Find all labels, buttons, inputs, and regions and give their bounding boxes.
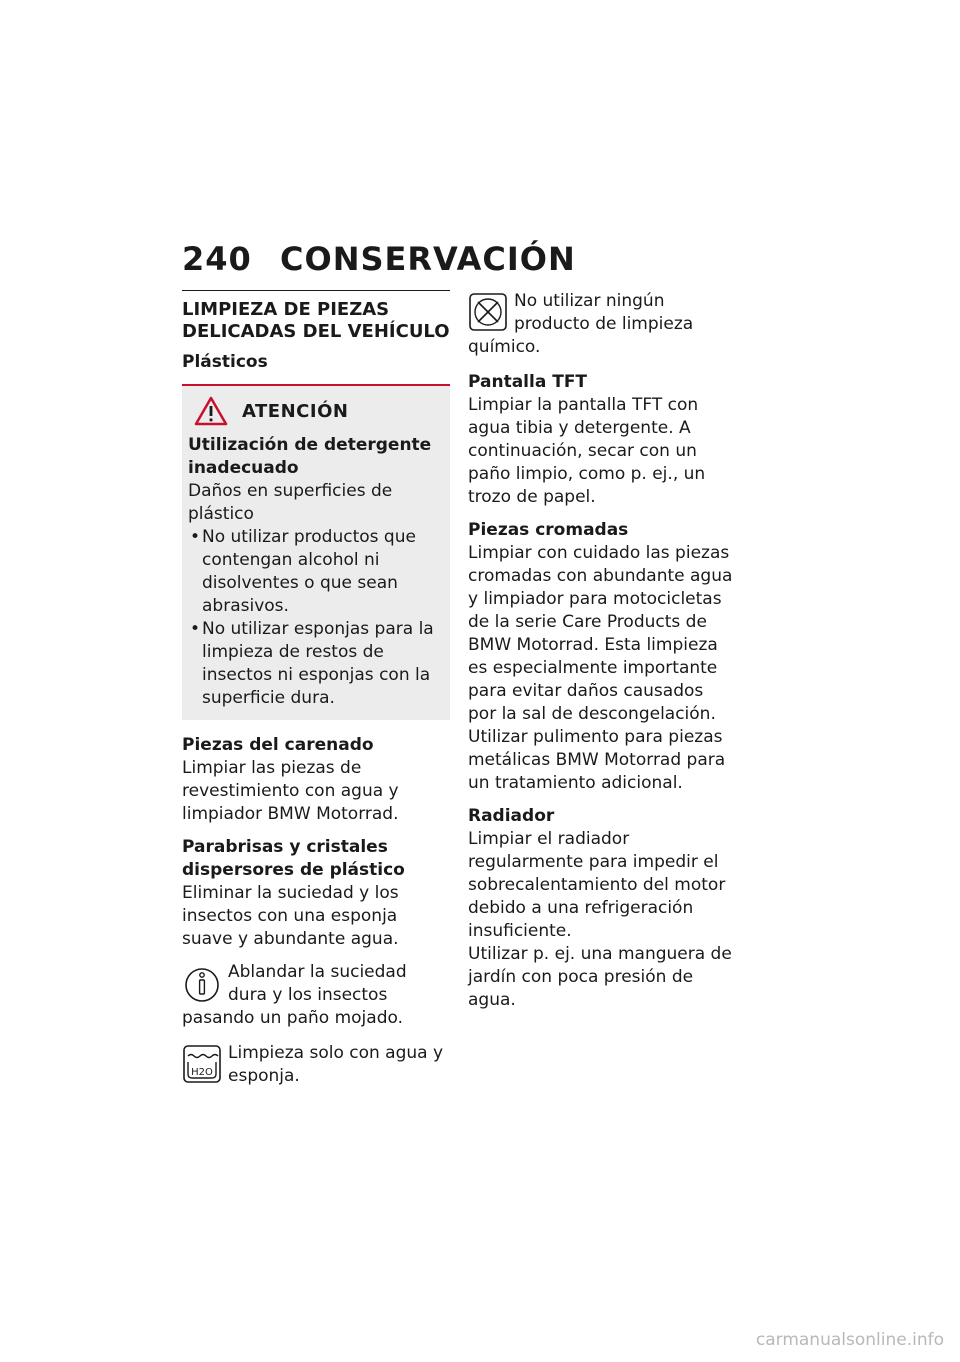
cromadas-heading: Piezas cromadas [468, 520, 629, 540]
radiador-text: Limpiar el radiador regularmente para impedir el sobrecalentamiento del motor debido a una refrigeración insuficiente. [468, 829, 726, 941]
parabrisas-heading: Parabrisas y cristales dispersores de plástico [182, 837, 405, 880]
water-text: Limpieza solo con agua y esponja. [228, 1043, 444, 1086]
carenado-heading: Piezas del carenado [182, 735, 374, 755]
plasticos-heading: Plásticos [182, 352, 268, 372]
tft-heading: Pantalla TFT [468, 372, 588, 392]
no-chemicals-icon [468, 292, 508, 332]
nochem-note [468, 290, 736, 359]
warning-header [188, 396, 442, 426]
list-item: • No utilizar productos que contengan alcohol ni disolventes o que sean abrasivos. [188, 526, 442, 618]
tip-text: Ablandar la suciedad dura y los insectos pasando un paño mojado. [182, 962, 407, 1028]
radiador-text-2: Utilizar p. ej. una manguera de jardín con poca presión de agua. [468, 944, 732, 1010]
section-rule [182, 290, 450, 291]
radiador-heading: Radiador [468, 806, 555, 826]
warning-triangle-icon [194, 396, 228, 426]
warning-list [188, 526, 442, 710]
cromadas-text: Limpiar con cuidado las piezas cromadas con abundante agua y limpiador para motocicletas de la serie Care Products de BMW Motorrad. Esta limpieza es especialmente importante para evitar daños causados por la sal de descongelación. [468, 543, 733, 724]
water-icon-label: H2O [191, 1067, 213, 1078]
water-only-icon [182, 1044, 222, 1084]
info-icon [182, 963, 222, 1003]
chapter-title: CONSERVACIÓN [280, 240, 576, 278]
carenado-text: Limpiar las piezas de revestimiento con agua y limpiador BMW Motorrad. [182, 758, 399, 824]
right-column [468, 290, 736, 1022]
water-note [182, 1042, 450, 1088]
tip-note [182, 961, 450, 1030]
watermark: carmanualsonline.info [755, 1330, 944, 1350]
warning-text: Daños en superficies de plástico [188, 481, 393, 524]
list-item: • No utilizar esponjas para la limpieza de restos de insectos ni esponjas con la superficie dura. [188, 618, 442, 710]
page-number: 240 [182, 240, 252, 278]
tft-text: Limpiar la pantalla TFT con agua tibia y detergente. A continuación, secar con un paño limpio, como p. ej., un trozo de papel. [468, 395, 706, 507]
cromadas-text-2: Utilizar pulimento para piezas metálicas BMW Motorrad para un tratamiento adicional. [468, 727, 726, 793]
nochem-text: No utilizar ningún producto de limpieza químico. [468, 291, 694, 357]
page-header [182, 240, 576, 278]
left-column [182, 290, 450, 1100]
parabrisas-text: Eliminar la suciedad y los insectos con una esponja suave y abundante agua. [182, 883, 399, 949]
section-title: LIMPIEZA DE PIEZAS DELICADAS DEL VEHÍCULO [182, 299, 450, 342]
warning-box [182, 384, 450, 720]
warning-title: ATENCIÓN [242, 400, 349, 422]
warning-subtitle: Utilización de detergente inadecuado [188, 435, 432, 478]
